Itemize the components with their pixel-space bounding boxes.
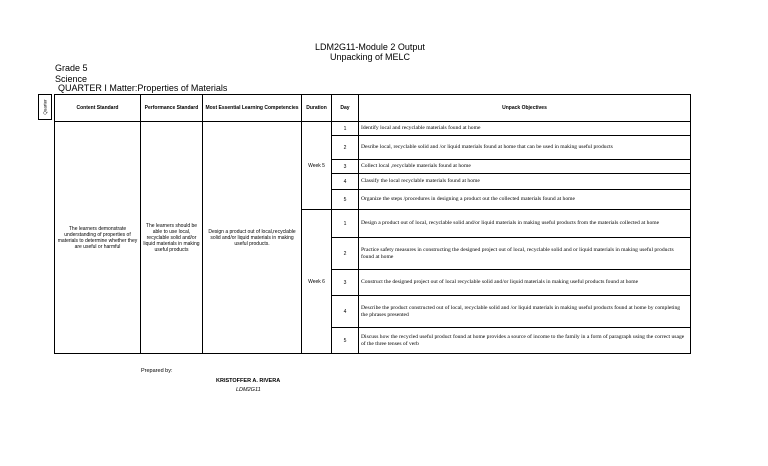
day-cell: 2 bbox=[332, 238, 359, 270]
day-cell: 5 bbox=[332, 190, 359, 210]
objective-cell: Collect local ,recyclable materials found at home bbox=[359, 160, 691, 174]
subject-label: Science bbox=[55, 74, 88, 84]
table-header-row bbox=[55, 95, 691, 122]
header-performance-standard: Performance Standard bbox=[141, 95, 203, 122]
quarter-side-label: Quarter bbox=[42, 99, 48, 115]
header-objectives: Unpack Objectives bbox=[359, 95, 691, 122]
objective-cell: Identify local and recyclable materials found at home bbox=[359, 122, 691, 136]
objective-cell: Construct the designed project out of local recyclable solid and/or liquid materials in making useful products found at home bbox=[359, 270, 691, 296]
objective-cell: Classify the local recyclable materials found at home bbox=[359, 174, 691, 190]
content-standard-cell: The learners demonstrate understanding of properties of materials to determine whether they are useful or harmful bbox=[55, 122, 141, 354]
quarter-heading: QUARTER I Matter:Properties of Materials bbox=[58, 83, 228, 93]
objective-cell: Organize the steps /procedures in designing a product out the collected materials found at home bbox=[359, 190, 691, 210]
duration-week6: Week 6 bbox=[302, 210, 332, 354]
day-cell: 5 bbox=[332, 328, 359, 354]
objective-cell: Desribe local, recyclable solid and /or liquid materials found at home that can be used in making useful products bbox=[359, 136, 691, 160]
day-cell: 4 bbox=[332, 296, 359, 328]
day-cell: 3 bbox=[332, 160, 359, 174]
performance-standard-cell: The learners should be able to use local, recyclable solid and/or liquid materials in making useful products bbox=[141, 122, 203, 354]
header-day: Day bbox=[332, 95, 359, 122]
prepared-by-label: Prepared by: bbox=[141, 368, 173, 374]
melc-table bbox=[54, 94, 691, 354]
table-row bbox=[55, 122, 691, 136]
day-cell: 3 bbox=[332, 270, 359, 296]
competency-cell: Design a product out of local,recyclable solid and/or liquid materials in making useful products. bbox=[203, 122, 302, 354]
day-cell: 1 bbox=[332, 122, 359, 136]
day-cell: 1 bbox=[332, 210, 359, 238]
objective-cell: Design a product out of local, recyclable solid and/or liquid materials in making useful products from the materials collected at home bbox=[359, 210, 691, 238]
document-subtitle: Unpacking of MELC bbox=[329, 52, 411, 62]
document-title: LDM2G11-Module 2 Output bbox=[315, 42, 425, 52]
grade-label: Grade 5 bbox=[55, 63, 88, 73]
objective-cell: Discuss how the recycled useful product found at home provides a source of income to the family in a form of paragraph using the correct usage of the three tenses of verb bbox=[359, 328, 691, 354]
preparer-name: KRISTOFFER A. RIVERA bbox=[216, 378, 281, 384]
day-cell: 4 bbox=[332, 174, 359, 190]
preparer-tag: LDM2G11 bbox=[236, 387, 261, 393]
day-cell: 2 bbox=[332, 136, 359, 160]
header-content-standard: Content Standard bbox=[55, 95, 141, 122]
quarter-side-box bbox=[38, 94, 52, 120]
duration-week5: Week 5 bbox=[302, 122, 332, 210]
header-duration: Duration bbox=[302, 95, 332, 122]
objective-cell: Describe the product constructed out of local, recyclable solid and /or liquid materials in making useful products found at home by completing the phrases presented bbox=[359, 296, 691, 328]
header-competencies: Most Essential Learning Competencies bbox=[203, 95, 302, 122]
objective-cell: Practice safety measures in constructing the designed project out of local, recyclable solid and or liquid materials in making useful products found at home bbox=[359, 238, 691, 270]
